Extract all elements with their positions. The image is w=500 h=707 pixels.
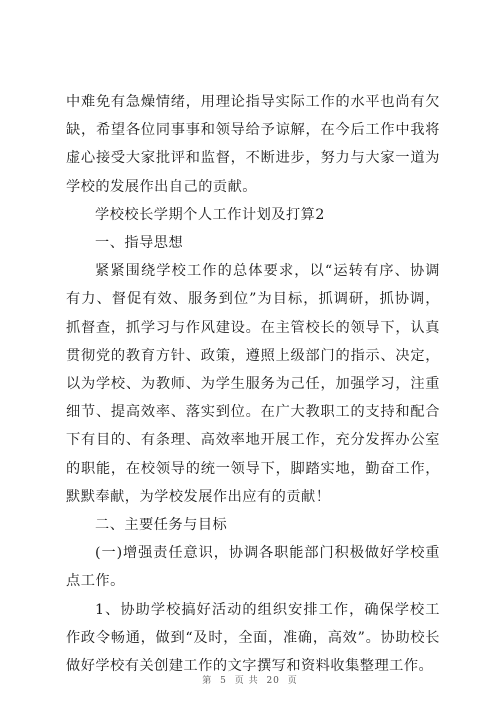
subheading-responsibility: (一)增强责任意识，协调各职能部门积极做好学校重点工作。	[66, 545, 440, 590]
document-body	[66, 88, 440, 680]
paragraph-guiding-thought: 紧紧围绕学校工作的总体要求，以“运转有序、协调有力、督促有效、服务到位”为目标，抓调研，抓协调，抓督查，抓学习与作风建设。在主管校长的领导下，认真贯彻党的教育方针、政策，遵照上级部门的指示、决定，以为学校、为教师、为学生服务为己任，加强学习，注重细节、提高效率、落实到位。在广大教职工的支持和配合下有目的、有条理、高效率地开展工作，充分发挥办公室的职能，在校领导的统一领导下，脚踏实地，勤奋工作，默默奉献，为学校发展作出应有的贡献！	[66, 263, 440, 505]
footer-middle: 页 共	[234, 676, 259, 686]
page-footer	[0, 673, 500, 686]
heading-main-tasks: 二、主要任务与目标	[95, 517, 228, 534]
footer-page-number: 5	[220, 676, 227, 686]
paragraph-closing-remarks: 中难免有急燥情绪，用理论指导实际工作的水平也尚有欠缺，希望各位同事事和领导给予谅解，在今后工作中我将虚心接受大家批评和监督，不断进步，努力与大家一道为学校的发展作出自己的贡献。	[66, 94, 440, 195]
paragraph-task-1: 1、协助学校搞好活动的组织安排工作，确保学校工作政令畅通，做到“及时，全面，准确，高效”。协助校长做好学校有关创建工作的文字撰写和资料收集整理工作。	[66, 601, 440, 675]
footer-prefix: 第	[202, 676, 213, 686]
footer-suffix: 页	[287, 676, 298, 686]
footer-total-pages: 20	[266, 676, 280, 686]
heading-guiding-thought: 一、指导思想	[95, 235, 184, 252]
section-title: 学校校长学期个人工作计划及打算2	[95, 206, 325, 223]
